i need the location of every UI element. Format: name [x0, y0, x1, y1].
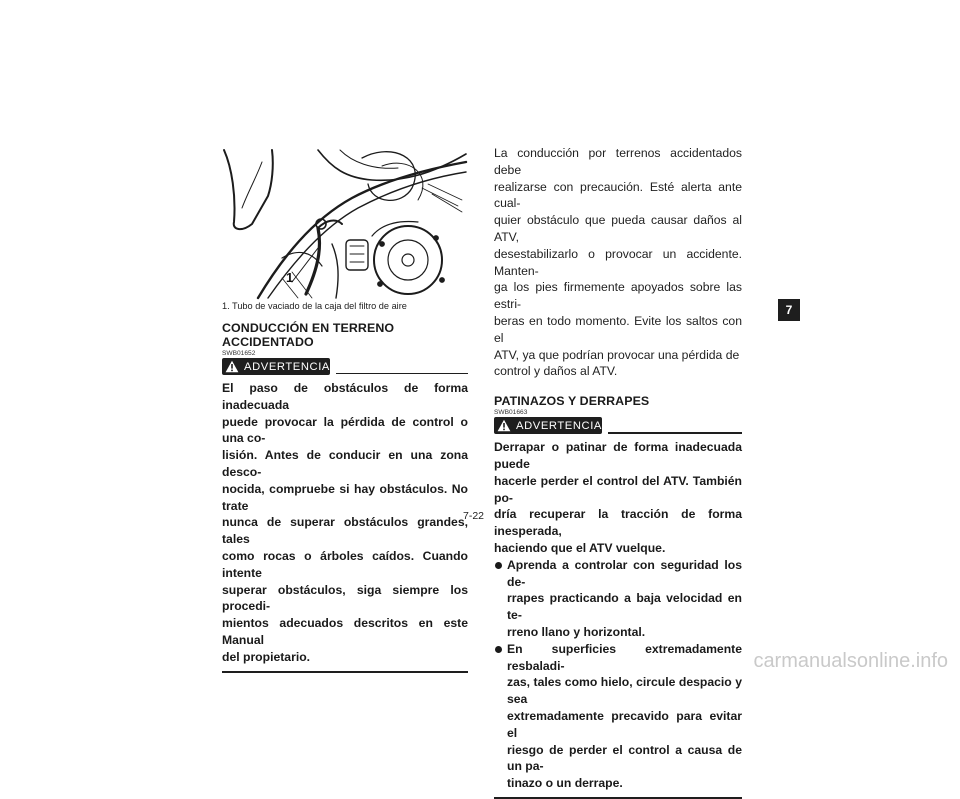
warning-text	[494, 439, 742, 792]
intro-line: quier obstáculo que pueda causar daños al ATV,	[494, 213, 742, 244]
warning-line: nunca de superar obstáculos grandes, tales	[222, 515, 468, 547]
intro-line: beras en todo momento. Evite los saltos con el	[494, 313, 742, 345]
bullet-line: Aprenda a controlar con seguridad los de-	[507, 557, 742, 589]
warning-label: ADVERTENCIA	[516, 419, 602, 432]
bullet-line: rrapes practicando a baja velocidad en te-	[507, 591, 742, 623]
section-code: SWB01663	[494, 409, 528, 417]
section-code: SWB01652	[222, 350, 256, 357]
warning-header	[494, 417, 742, 437]
intro-line: ATV, ya que podrían provocar una pérdida de	[494, 347, 740, 362]
bullet-line: riesgo de perder el control a causa de un pa-	[507, 742, 742, 774]
warning-badge	[222, 358, 330, 375]
page-number: 7-22	[463, 510, 485, 522]
warning-rule	[336, 373, 468, 374]
intro-line: realizarse con precaución. Esté alerta ante cual-	[494, 179, 742, 211]
warning-triangle-icon	[494, 417, 514, 434]
warning-line: como rocas o árboles caídos. Cuando intente	[222, 548, 468, 580]
left-column	[222, 321, 468, 673]
warning-triangle-icon	[222, 358, 242, 375]
warning-line: nocida, compruebe si hay obstáculos. No trate	[222, 481, 468, 513]
bullet-line: tinazo o un derrape.	[507, 776, 623, 791]
figure-caption: 1. Tubo de vaciado de la caja del filtro de aire	[222, 301, 407, 311]
warning-label: ADVERTENCIA	[244, 360, 330, 373]
intro-paragraph	[494, 145, 742, 380]
warning-line: hacerle perder el control del ATV. También po-	[494, 473, 742, 505]
bullet-item	[494, 557, 742, 641]
bullet-line: En superficies extremadamente resbaladi-	[507, 641, 742, 673]
warning-header	[222, 358, 468, 378]
bullet-item	[494, 641, 742, 792]
bullet-line: zas, tales como hielo, circule despacio y sea	[507, 675, 742, 707]
intro-line: control y daños al ATV.	[494, 364, 618, 379]
intro-line: La conducción por terrenos accidentados debe	[494, 146, 742, 177]
warning-line: dría recuperar la tracción de forma inesperada,	[494, 507, 742, 539]
warning-line: lisión. Antes de conducir en una zona desco-	[222, 448, 468, 479]
section-title-terrain: CONDUCCIÓN EN TERRENO ACCIDENTADO	[222, 321, 395, 349]
intro-line: desestabilizarlo o provocar un accidente. Manten-	[494, 246, 742, 278]
warning-text	[222, 380, 468, 666]
section-title-skids: PATINAZOS Y DERRAPES	[494, 394, 650, 409]
chapter-tab: 7	[778, 299, 800, 321]
bullet-line: rreno llano y horizontal.	[507, 624, 646, 639]
warning-line: del propietario.	[222, 649, 311, 664]
warning-line: mientos adecuados descritos en este Manual	[222, 616, 468, 647]
right-column	[494, 145, 742, 799]
warning-line: superar obstáculos, siga siempre los procedi-	[222, 582, 468, 614]
watermark: carmanualsonline.info	[753, 650, 948, 672]
bullet-line: extremadamente precavido para evitar el	[507, 708, 742, 740]
warning-badge	[494, 417, 602, 434]
callout-number: 1	[286, 270, 294, 285]
air-filter-drain-illustration	[222, 148, 468, 300]
warning-line: haciendo que el ATV vuelque.	[494, 540, 666, 555]
warning-line: El paso de obstáculos de forma inadecuada	[222, 381, 468, 412]
bullet-dot-icon	[495, 562, 502, 569]
warning-rule	[608, 432, 742, 433]
bullet-dot-icon	[495, 646, 502, 653]
warning-line: puede provocar la pérdida de control o una co-	[222, 414, 468, 446]
warning-end-rule	[222, 671, 468, 673]
warning-line: Derrapar o patinar de forma inadecuada puede	[494, 440, 742, 471]
intro-line: ga los pies firmemente apoyados sobre las estri-	[494, 280, 742, 312]
